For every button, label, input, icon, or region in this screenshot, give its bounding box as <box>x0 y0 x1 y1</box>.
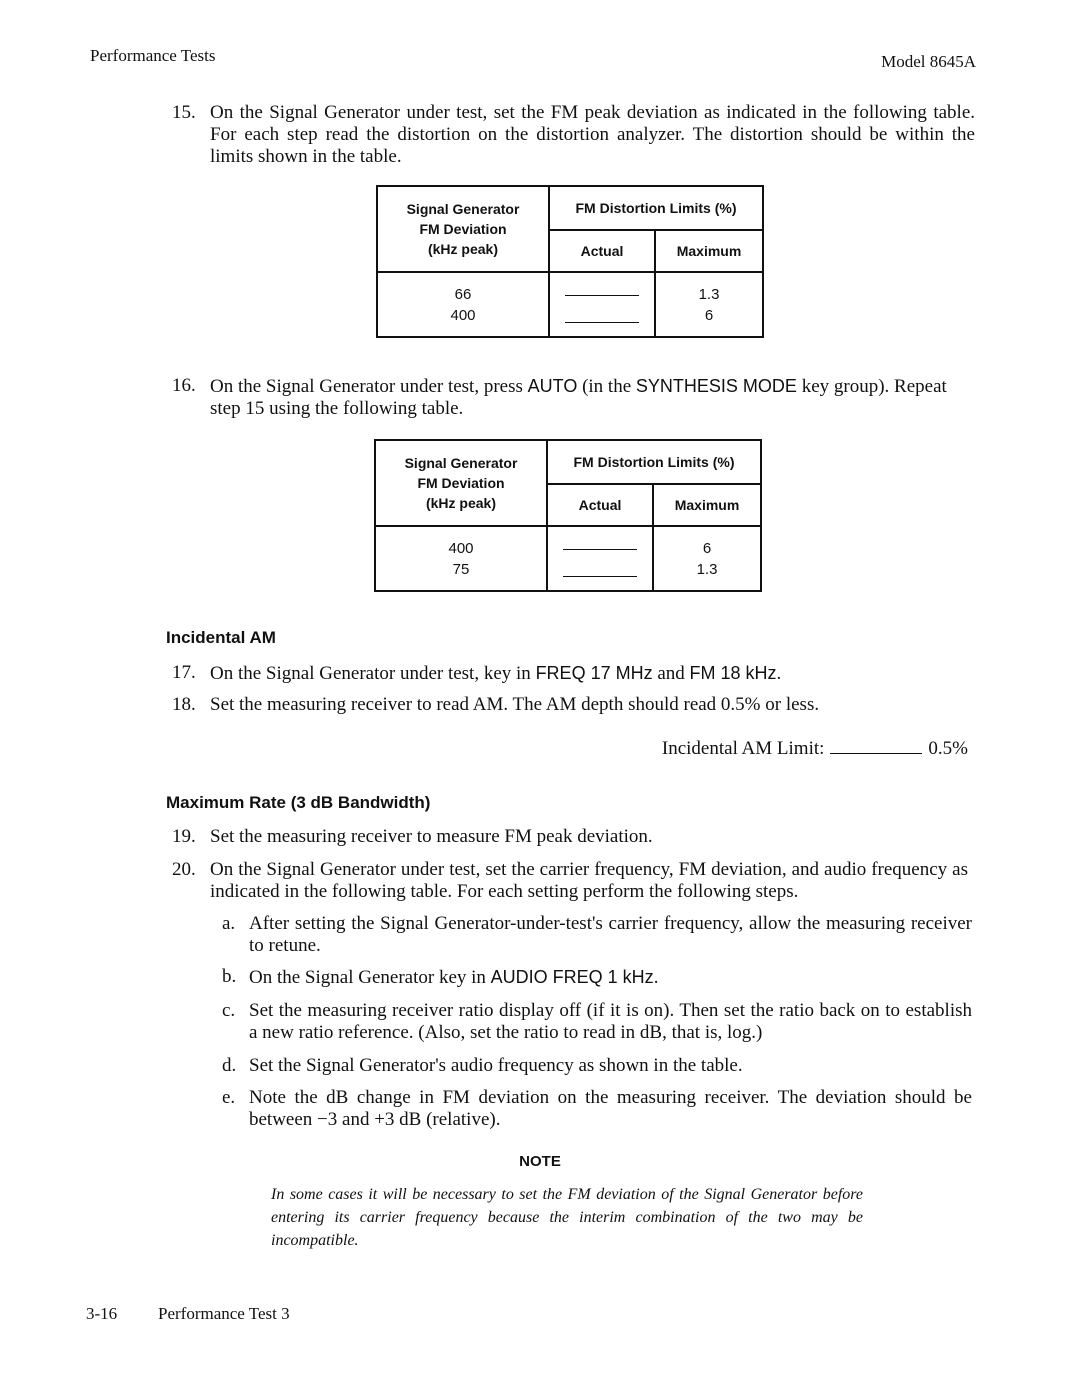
key-fm: FM 18 kHz <box>689 663 777 683</box>
substep-letter: a. <box>222 913 236 934</box>
limit-value: 0.5% <box>928 738 968 759</box>
group-header-limits: FM Distortion Limits (%) <box>547 440 761 484</box>
key-auto: AUTO <box>527 376 578 396</box>
substep-letter: e. <box>222 1087 236 1108</box>
fm-distortion-table-1 <box>376 185 764 338</box>
column-header-maximum: Maximum <box>653 484 761 526</box>
note-title: NOTE <box>519 1153 561 1170</box>
step-text: On the Signal Generator under test, set the FM peak deviation as indicated in the following table. For each step read the distortion on the distortion analyzer. The distortion should be within the limits shown in the table. <box>210 102 975 167</box>
substep-text: Set the Signal Generator's audio frequency as shown in the table. <box>249 1055 743 1076</box>
step-text: Set the measuring receiver to read AM. The AM depth should read 0.5% or less. <box>210 694 820 715</box>
incidental-am-limit <box>662 738 968 760</box>
step-16 <box>172 375 975 420</box>
substep-text: Set the measuring receiver ratio display off (if it is on). Then set the ratio back on to establish a new ratio reference. (Also, set the ratio to read in dB, that is, log.) <box>249 1000 972 1043</box>
column-header-actual: Actual <box>547 484 653 526</box>
limit-label: Incidental AM Limit: <box>661 738 825 759</box>
step-number: 15. <box>172 102 196 123</box>
step-number: 18. <box>172 694 196 715</box>
substep-text: After setting the Signal Generator-under-test's carrier frequency, allow the measuring receiver to retune. <box>249 913 972 956</box>
substep-a <box>222 913 972 957</box>
actual-blank <box>565 281 639 296</box>
substep-c <box>222 1000 972 1044</box>
column-header-actual: Actual <box>549 230 655 272</box>
actual-entry-blanks <box>549 272 655 337</box>
deviation-values: 400 75 <box>375 526 547 591</box>
actual-blank <box>563 562 637 577</box>
header-section-title: Performance Tests <box>90 46 216 65</box>
step-text: On the Signal Generator under test, key in FREQ 17 MHz and FM 18 kHz. <box>210 663 782 684</box>
key-synthesis-mode: SYNTHESIS MODE <box>635 376 797 396</box>
step-15 <box>172 102 975 168</box>
actual-entry-blanks <box>547 526 653 591</box>
step-text: On the Signal Generator under test, press AUTO (in the SYNTHESIS MODE key group). Repeat step 15 using the following table. <box>210 376 947 419</box>
step-number: 17. <box>172 662 196 683</box>
substep-e <box>222 1087 972 1131</box>
footer-page-number: 3-16 <box>86 1304 118 1323</box>
step-18 <box>172 694 972 716</box>
actual-blank <box>563 535 637 550</box>
maximum-values: 1.3 6 <box>655 272 763 337</box>
step-17 <box>172 662 972 685</box>
substep-text: Note the dB change in FM deviation on the measuring receiver. The deviation should be between −3 and +3 dB (relative). <box>249 1087 972 1130</box>
step-20 <box>172 859 968 903</box>
footer-label: Performance Test 3 <box>158 1304 290 1323</box>
maximum-values: 6 1.3 <box>653 526 761 591</box>
substep-text: On the Signal Generator key in AUDIO FREQ 1 kHz. <box>249 967 659 988</box>
substep-d <box>222 1055 972 1077</box>
substep-letter: b. <box>222 966 237 987</box>
fm-distortion-table-2 <box>374 439 762 592</box>
column-header-deviation: Signal Generator FM Deviation (kHz peak) <box>377 186 549 272</box>
substep-b <box>222 966 972 989</box>
section-heading-incidental-am: Incidental AM <box>166 628 276 647</box>
step-text: On the Signal Generator under test, set the carrier frequency, FM deviation, and audio frequency as indicated in the following table. For each setting perform the following steps. <box>210 859 968 902</box>
step-text: Set the measuring receiver to measure FM peak deviation. <box>210 826 653 847</box>
deviation-values: 66 400 <box>377 272 549 337</box>
key-audio-freq: AUDIO FREQ 1 kHz <box>490 967 654 987</box>
column-header-maximum: Maximum <box>655 230 763 272</box>
step-19 <box>172 826 972 848</box>
step-number: 16. <box>172 375 196 396</box>
header-model: Model 8645A <box>881 52 976 71</box>
step-number: 19. <box>172 826 196 847</box>
section-heading-maximum-rate: Maximum Rate (3 dB Bandwidth) <box>166 793 431 812</box>
note-text: In some cases it will be necessary to set the FM deviation of the Signal Generator before entering its carrier frequency because the interim combination of the two may be incompatible. <box>271 1186 863 1249</box>
actual-blank <box>565 308 639 323</box>
limit-entry-blank <box>830 739 922 754</box>
group-header-limits: FM Distortion Limits (%) <box>549 186 763 230</box>
key-freq: FREQ 17 MHz <box>535 663 653 683</box>
column-header-deviation: Signal Generator FM Deviation (kHz peak) <box>375 440 547 526</box>
substep-letter: c. <box>222 1000 236 1021</box>
step-number: 20. <box>172 859 196 880</box>
substep-letter: d. <box>222 1055 237 1076</box>
